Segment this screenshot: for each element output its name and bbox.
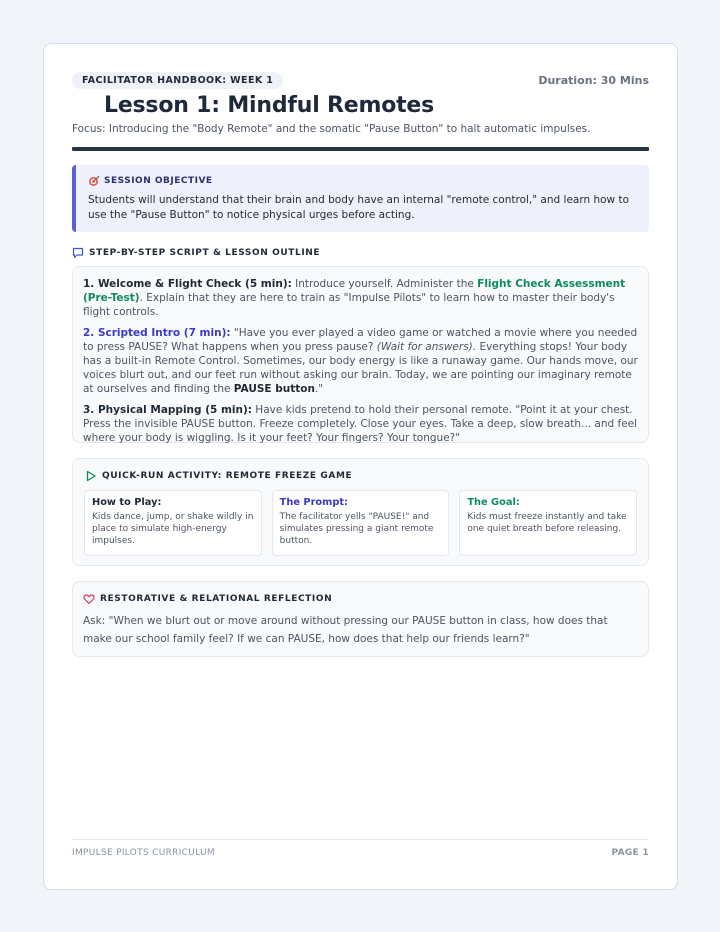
how-to-play-text: Kids dance, jump, or shake wildly in place to simulate high-energy impulses.: [92, 512, 254, 546]
how-to-play-title: How to Play:: [92, 497, 162, 508]
session-objective-box: [72, 165, 649, 232]
prompt-text: The facilitator yells "PAUSE!" and simulates pressing a giant remote button.: [279, 512, 434, 546]
script-heading-label: STEP-BY-STEP SCRIPT & LESSON OUTLINE: [89, 248, 321, 258]
goal-title: The Goal:: [467, 497, 520, 508]
script-step-3: [83, 403, 638, 446]
pretest-link[interactable]: Flight Check Assessment (Pre-Test): [83, 278, 626, 305]
objective-text: Students will understand that their brain and body have an internal "remote control," and learn how to use the "Pause Button" to notice physical urges before acting.: [88, 194, 630, 221]
step-3-text: Have kids pretend to hold their personal remote. "Point it at your chest. Press the invisible PAUSE button. Freeze completely. Close your eyes. Take a deep, slow breath... and feel where your body is wiggling. Is it your feet? Your fingers? Your tongue?": [83, 403, 638, 445]
duration-label: Duration: 30 Mins: [538, 74, 649, 87]
footer-divider: [72, 839, 649, 840]
activity-card: [72, 458, 649, 566]
page-number: PAGE 1: [611, 848, 649, 858]
reflection-heading: [83, 593, 638, 605]
step-2-pre: "Have you ever played a video game or watched a movie where you needed to press PAUSE? What happens when you press pause?: [83, 326, 638, 353]
header-divider: [72, 147, 649, 151]
step-2-label: 2. Scripted Intro (7 min):: [83, 326, 231, 339]
step-1-pre: Introduce yourself. Administer the: [291, 278, 478, 290]
lesson-script-card: [72, 266, 649, 443]
objective-label: SESSION OBJECTIVE: [104, 176, 213, 186]
script-step-2: [83, 326, 638, 397]
prompt-title: The Prompt:: [279, 497, 348, 508]
lesson-focus: Focus: Introducing the "Body Remote" and the somatic "Pause Button" to halt automatic impulses.: [72, 123, 591, 135]
step-3-label: 3. Physical Mapping (5 min):: [83, 403, 252, 416]
step-2-bold: PAUSE button: [233, 383, 315, 396]
reflection-heading-label: RESTORATIVE & RELATIONAL REFLECTION: [100, 594, 333, 604]
goal-column: [459, 490, 637, 556]
prompt-column: [272, 490, 450, 556]
step-2-italic: (Wait for answers).: [376, 340, 477, 353]
step-2-post: .": [314, 383, 324, 396]
objective-heading: [88, 175, 637, 187]
reflection-question: Ask: "When we blurt out or move around without pressing our PAUSE button in class, how does that make our school family feel? If we can PAUSE, how does that help our friends learn?": [83, 615, 608, 645]
step-2-mid: Everything stops! Your body has a built-in Remote Control. Sometimes, our body energy is like a runaway game. Our hands move, our voices blurt out, and our feet run without asking our brain. Today, we are pointing our imaginary remote at ourselves and finding the: [83, 340, 638, 396]
chat-icon: [72, 247, 84, 259]
step-1-post: . Explain that they are here to train as "Impulse Pilots" to learn how to master their body's flight controls.: [83, 292, 615, 319]
play-icon: [85, 470, 97, 482]
step-1-label: 1. Welcome & Flight Check (5 min):: [83, 278, 292, 290]
target-icon: [88, 175, 100, 187]
handbook-week-tag: FACILITATOR HANDBOOK: WEEK 1: [72, 72, 283, 89]
script-heading: [72, 247, 320, 259]
goal-text: Kids must freeze instantly and take one quiet breath before releasing.: [467, 512, 627, 534]
script-step-1: [83, 277, 638, 320]
how-to-play-column: [84, 490, 262, 556]
heart-icon: [83, 593, 95, 605]
activity-heading-label: QUICK-RUN ACTIVITY: REMOTE FREEZE GAME: [102, 471, 353, 481]
activity-columns: [84, 490, 637, 556]
activity-heading: [85, 470, 648, 482]
lesson-title: Lesson 1: Mindful Remotes: [104, 93, 435, 118]
reflection-card: [72, 581, 649, 657]
handbook-page: [43, 43, 678, 890]
curriculum-name: IMPULSE PILOTS CURRICULUM: [72, 848, 215, 858]
